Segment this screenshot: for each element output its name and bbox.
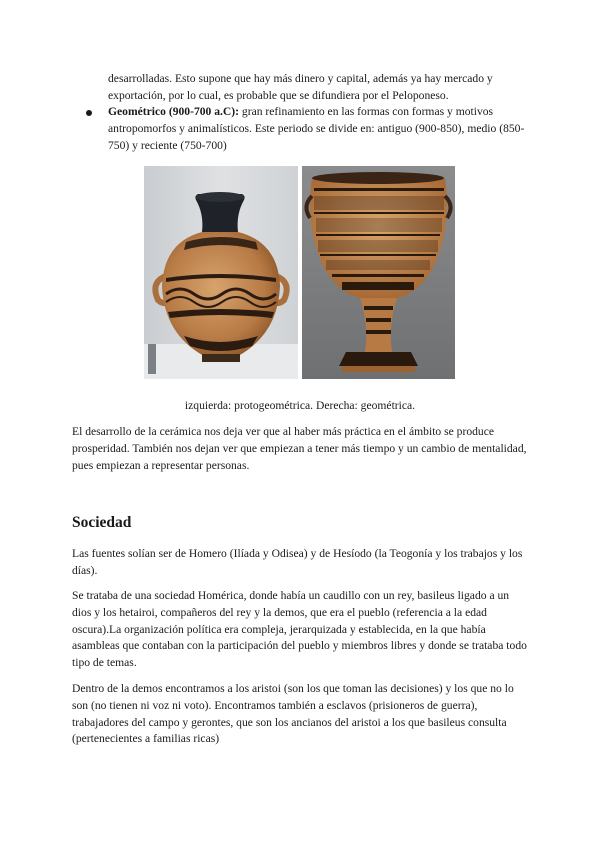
paragraph-demos: Dentro de la demos encontramos a los aristoi (son los que toman las decisiones) y los que no lo son (no tienen ni voz ni voto). Encontramos también a esclavos (prisioneros de guerra), trabajadores del campo y gerontes, que son los ancianos del aristoi a los que basileus consulta (pertenecientes a familias ricas) [72,682,514,746]
bullet-description: gran refinamiento en las formas con formas y motivos antropomorfos y animalísticos. Este periodo se divide en: antiguo (900-850), medio (850-750) y reciente (750-700) [108,105,525,152]
protogeometric-vase-image [144,166,298,379]
bullet-icon [86,110,92,116]
bullet-text [108,104,528,154]
intro-continuation: desarrolladas. Esto supone que hay más dinero y capital, además ya hay mercado y exportación, por lo cual, es probable que se difundiera por el Peloponeso. [108,72,493,102]
section-heading-sociedad: Sociedad [72,514,132,531]
figure-caption: izquierda: protogeométrica. Derecha: geométrica. [184,399,416,412]
paragraph-homeric-society: Se trataba de una sociedad Homérica, donde había un caudillo con un rey, basileus ligado a un dios y los hetairoi, compañeros del rey y la demos, que era el pueblo (referencia a la edad oscura).La organización política era compleja, jerarquizada y establecida, en la que había asambleas que contaban con la participación del pueblo y miembros libres y donde se trataba todo tipo de temas. [72,589,527,670]
paragraph-ceramics: El desarrollo de la cerámica nos deja ver que al haber más práctica en el ámbito se produce prosperidad. También nos dejan ver que empiezan a tener más tiempo y un cambio de mentalidad, pues empiezan a representar personas. [72,425,527,472]
paragraph-sources: Las fuentes solían ser de Homero (Ilíada y Odisea) y de Hesíodo (la Teogonía y los trabajos y los días). [72,547,523,577]
bullet-term: Geométrico (900-700 a.C): [108,105,240,118]
geometric-krater-image [302,166,455,379]
